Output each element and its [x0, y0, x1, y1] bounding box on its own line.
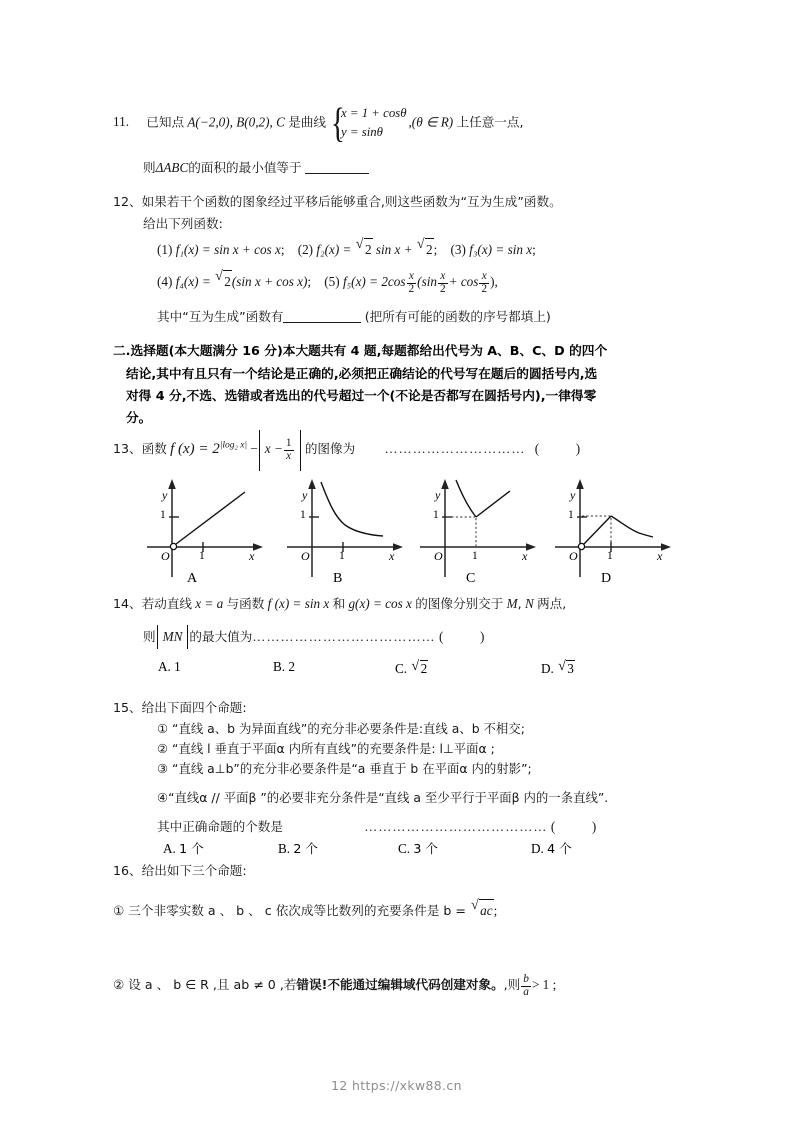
graph-a-origin-label: O	[161, 548, 170, 563]
graph-d-y-tick-label: 1	[568, 508, 574, 521]
radical-sign-icon: √	[215, 268, 223, 284]
answer-blank-11[interactable]	[305, 160, 369, 174]
question-15-choice-b-key: B.	[278, 840, 291, 856]
question-11-comma: ,	[269, 114, 273, 130]
question-11-text-c: 上任意一点,	[456, 114, 524, 130]
question-11-eq-top: x = 1 + cosθ	[341, 106, 407, 120]
question-11-text-b: 是曲线	[288, 114, 326, 130]
page-content	[113, 99, 693, 999]
graph-c-x-axis-label: x	[522, 548, 528, 563]
question-12-stem: 如果若干个函数的图象经过平移后能够重合,则这些函数为“互为生成”函数。	[141, 194, 562, 210]
graph-d-origin-label: O	[569, 548, 578, 563]
question-13-stem-a: 函数	[141, 440, 167, 456]
question-14-point-m: M	[506, 595, 518, 611]
question-15-choice-d-value: 4 个	[547, 840, 572, 856]
q12-f2-end: ;	[433, 241, 438, 257]
page-footer: 12 https://xkw88.cn	[331, 1078, 462, 1093]
q12-f1-end: ;	[280, 241, 285, 257]
question-14-stem-b: 与函数	[226, 595, 265, 611]
question-12-functions-row2	[113, 269, 693, 296]
q12-f4-label: (4)	[157, 274, 173, 290]
question-12-stem2-line	[113, 213, 693, 234]
q12-f5-frac-3-den: 2	[481, 283, 488, 296]
question-15-number: 15、	[113, 700, 142, 716]
question-14-choice-c-key: C.	[395, 661, 408, 677]
question-15	[113, 697, 693, 718]
q12-f3-label: (3)	[450, 241, 466, 257]
question-15-choice-d-key: D.	[531, 840, 544, 856]
question-12-answer-prefix: 其中“互为生成”函数有	[157, 309, 284, 325]
question-14-stem-c: 和	[332, 595, 346, 611]
answer-blank-12[interactable]	[283, 309, 361, 323]
graph-b-origin-label: O	[301, 548, 310, 563]
question-13-number: 13、	[113, 440, 142, 456]
q12-f5-frac-3-num: x	[481, 270, 487, 283]
question-14	[113, 593, 693, 614]
question-15-prop-1: ① “直线 a、b 为异面直线”的充分非必要条件是:直线 a、b 不相交;	[157, 720, 525, 736]
question-13-f-pre: f (x) = 2	[170, 440, 220, 457]
question-11-point-b: B(0,2)	[236, 114, 270, 130]
question-13-exponent: |log₂ x|	[219, 440, 248, 451]
question-14-choice-d-radical	[558, 659, 575, 677]
question-11-triangle: ΔABC	[155, 159, 189, 175]
q12-f4-end: ;	[307, 274, 312, 290]
question-14-choice-a[interactable]	[158, 659, 181, 675]
question-14-choices	[113, 659, 693, 689]
graph-d-x-tick-label: 1	[607, 549, 613, 562]
question-15-choice-c-value: 3 个	[413, 840, 439, 856]
graph-b-x-tick-label: 1	[339, 549, 345, 562]
graph-b-x-axis-label: x	[389, 548, 395, 563]
question-14-paren-open: (	[438, 629, 444, 645]
q12-f4-post: (sin x + cos x)	[231, 274, 308, 290]
question-14-choice-a-key: A.	[158, 659, 171, 675]
question-13-graph-options	[113, 469, 693, 587]
question-15-paren-close: )	[591, 819, 597, 835]
question-13-frac-den: x	[284, 450, 294, 463]
question-14-choice-b[interactable]	[273, 659, 295, 675]
question-15-choice-d[interactable]	[531, 838, 572, 857]
question-16-stem: 给出如下三个命题:	[141, 862, 247, 878]
question-15-choice-a[interactable]	[163, 838, 204, 857]
graph-c-y-axis-label: y	[435, 487, 441, 502]
q12-f2-pre: f₂(x) =	[316, 241, 355, 257]
radical-sign-icon: √	[470, 897, 479, 913]
q12-f2-radical-1	[356, 237, 373, 260]
q12-f5-frac-1-den: 2	[408, 283, 415, 296]
question-13-stem-b: 的图像为	[304, 440, 356, 456]
question-14-choice-c[interactable]	[395, 659, 428, 677]
question-16	[113, 860, 693, 881]
question-13-fraction	[284, 438, 294, 463]
question-16-prop-1-radical	[471, 898, 494, 921]
graph-c-svg	[418, 469, 538, 587]
q12-f3-end: ;	[532, 241, 536, 257]
question-15-choice-a-value: 1 个	[179, 840, 204, 856]
graph-option-b[interactable]	[285, 469, 405, 587]
question-14-choice-b-value: 2	[288, 659, 295, 675]
question-15-choice-c[interactable]	[398, 838, 438, 857]
question-14-choice-a-value: 1	[174, 659, 181, 675]
question-11-line2-prefix: 则	[143, 159, 156, 175]
question-13-leader: …………………………	[384, 440, 526, 456]
question-16-number: 16、	[113, 862, 142, 878]
question-11-point-c: C	[276, 114, 285, 130]
graph-c-label: C	[466, 570, 476, 586]
question-11-number: 11.	[113, 114, 129, 130]
graph-b-y-tick-label: 1	[300, 508, 306, 521]
radical-sign-icon: √	[355, 236, 364, 252]
question-14-choice-d-key: D.	[541, 661, 554, 677]
question-16-prop-2-error: 错误!不能通过编辑域代码创建对象。	[296, 977, 504, 993]
question-12-stem2: 给出下列函数:	[143, 215, 223, 231]
q12-f1: f₁(x) = sin x + cos x	[175, 241, 281, 257]
q12-f2-radicand-2: 2	[425, 238, 434, 260]
question-16-prop-2-frac-num: b	[523, 973, 529, 986]
q12-f5-label: (5)	[324, 274, 340, 290]
question-13-abs-x: x −	[264, 440, 283, 456]
curly-brace-icon: {	[330, 99, 345, 146]
question-12-answer-line	[113, 306, 693, 327]
q12-f2-radical-2	[417, 237, 434, 260]
section-2-line-4: 分。	[126, 409, 152, 425]
question-14-stem-a: 若动直线	[141, 595, 192, 611]
q12-f5-pre: f₅(x) = 2cos	[342, 274, 406, 290]
graph-option-d[interactable]	[553, 469, 673, 587]
question-14-choice-c-value: 2	[420, 661, 428, 677]
question-15-choices	[113, 838, 693, 860]
question-14-f-eq: f (x) = sin x	[267, 595, 330, 611]
graph-a-svg	[145, 469, 265, 587]
question-12	[113, 191, 693, 212]
graph-b-svg	[285, 469, 405, 587]
question-13-minus: −	[250, 440, 258, 456]
q12-f5-end: ),	[490, 274, 498, 290]
question-15-leader: …………………………………	[364, 819, 548, 835]
question-11-line2	[113, 157, 693, 178]
question-14-choice-c-radical	[411, 659, 428, 677]
question-12-answer-note: (把所有可能的函数的序号都填上)	[364, 309, 551, 325]
question-16-prop-1-text: ① 三个非零实数 a 、 b 、 c 依次成等比数列的充要条件是 b =	[113, 902, 470, 918]
q12-f4-pre: f₄(x) =	[175, 274, 215, 290]
q12-f5-frac-2-num: x	[440, 270, 446, 283]
question-16-prop-2-fraction	[521, 974, 531, 999]
question-15-choice-b[interactable]	[278, 838, 318, 857]
radical-sign-icon: √	[558, 659, 566, 675]
question-11-point-a: A(−2,0),	[187, 114, 233, 130]
graph-a-x-tick-label: 1	[199, 549, 205, 562]
question-12-number: 12、	[113, 194, 142, 210]
graph-d-y-axis-label: y	[570, 487, 576, 502]
question-12-functions-row1	[113, 237, 693, 260]
graph-b-y-axis-label: y	[302, 487, 308, 502]
q12-f2-mid: sin x +	[372, 241, 416, 257]
graph-d-x-axis-label: x	[657, 548, 663, 563]
answer-box-15[interactable]	[559, 821, 589, 834]
question-14-choice-d[interactable]	[541, 659, 575, 677]
question-16-prop-2	[113, 974, 693, 999]
q12-f3: f₃(x) = sin x	[469, 241, 533, 257]
question-14-mn-abs	[156, 626, 190, 647]
graph-a-y-axis-label: y	[162, 487, 168, 502]
q12-f5-mid: (sin	[417, 274, 437, 290]
question-14-stem-e: 两点,	[537, 595, 567, 611]
radical-sign-icon: √	[416, 236, 425, 252]
graph-a-y-tick-label: 1	[160, 508, 166, 521]
graph-b-label: B	[333, 570, 343, 586]
question-15-question: 其中正确命题的个数是	[157, 819, 283, 835]
q12-f5-frac-3	[479, 271, 489, 296]
graph-c-origin-label: O	[434, 548, 443, 563]
radical-sign-icon: √	[411, 659, 420, 675]
question-14-g-eq: g(x) = cos x	[348, 595, 412, 611]
question-11-line2-suffix: 的面积的最小值等于	[188, 159, 302, 175]
question-16-prop-2-mid: ,则	[503, 977, 521, 993]
question-13	[113, 438, 693, 463]
graph-option-c[interactable]	[418, 469, 538, 587]
question-15-prop-2: ② “直线 l 垂直于平面α 内所有直线”的充要条件是: l⊥平面α ;	[157, 740, 495, 756]
graph-a-x-axis-label: x	[249, 548, 255, 563]
q12-f5-frac-2	[438, 271, 448, 296]
question-14-leader: …………………………………	[252, 629, 436, 645]
question-14-number: 14、	[113, 595, 142, 611]
question-11	[113, 99, 693, 146]
question-16-prop-1	[113, 898, 693, 921]
section-2-line-1: 二.选择题(本大题满分 16 分)本大题共有 4 题,每题都给出代号为 A、B、C、D 的四个	[113, 343, 608, 359]
question-13-paren-open: (	[534, 440, 540, 456]
section-2-heading	[113, 340, 693, 428]
graph-c-y-tick-label: 1	[433, 508, 439, 521]
question-14-line-eq: x = a	[195, 595, 224, 611]
question-11-domain: ,(θ ∈ R)	[408, 114, 454, 130]
question-11-system	[328, 99, 407, 146]
question-15-stem: 给出下面四个命题:	[141, 700, 247, 716]
q12-f4-radical	[215, 269, 232, 292]
q12-f5-frac-2-den: 2	[439, 283, 446, 296]
section-2-line-3: 对得 4 分,不选、选错或者选出的代号超过一个(不论是否都写在圆括号内),一律得零	[126, 387, 597, 403]
question-14-mn: MN	[162, 629, 183, 645]
graph-d-svg	[553, 469, 673, 587]
question-14-choice-b-key: B.	[273, 659, 286, 675]
graph-d-label: D	[601, 570, 612, 586]
question-14-point-n: N	[524, 595, 534, 611]
question-15-prop-3: ③ “直线 a⊥b”的充分非必要条件是“a 垂直于 b 在平面α 内的射影”;	[157, 761, 532, 777]
question-15-choice-c-key: C.	[398, 840, 411, 856]
question-16-prop-1-end: ;	[493, 902, 498, 918]
graph-option-a[interactable]	[145, 469, 265, 587]
answer-box-14[interactable]	[447, 630, 477, 643]
question-16-prop-2-end: > 1 ;	[531, 977, 557, 993]
question-15-question-line	[113, 816, 693, 837]
question-13-abs-group	[258, 438, 302, 463]
q12-f4-radicand: 2	[223, 270, 232, 292]
question-16-prop-1-radicand: ac	[479, 899, 493, 921]
question-15-prop-4: ④“直线α // 平面β ”的必要非充分条件是“直线 a 至少平行于平面β 内的一条直线”.	[157, 790, 609, 806]
question-15-choice-b-value: 2 个	[293, 840, 319, 856]
graph-a-label: A	[187, 570, 198, 586]
question-11-eq-bottom: y = sinθ	[341, 125, 383, 140]
section-2-line-2: 结论,其中有且只有一个结论是正确的,必须把正确结论的代号写在题后的圆括号内,选	[126, 365, 598, 381]
question-15-choice-a-key: A.	[163, 840, 176, 856]
graph-c-x-tick-label: 1	[472, 549, 478, 562]
question-13-frac-num: 1	[285, 436, 292, 449]
question-13-paren-close: )	[575, 440, 581, 456]
question-15-paren-open: (	[550, 819, 556, 835]
q12-f5-frac-1-num: x	[408, 270, 414, 283]
q12-f2-label: (2)	[297, 241, 314, 257]
question-14-choice-d-value: 3	[567, 661, 574, 677]
question-14-paren-close: )	[479, 629, 485, 645]
q12-f1-label: (1)	[157, 241, 173, 257]
question-16-prop-2-frac-den: a	[523, 986, 529, 999]
question-16-prop-2-pre: ② 设 a 、 b ∈ R ,且 ab ≠ 0 ,若	[113, 977, 297, 993]
q12-f2-radicand-1: 2	[364, 238, 373, 260]
question-14-stem-d: 的图像分别交于	[415, 595, 504, 611]
question-14-line2-prefix: 则	[143, 629, 156, 645]
question-14-line2	[113, 626, 693, 647]
answer-box-13[interactable]	[543, 442, 573, 455]
q12-f5-plus: + cos	[448, 274, 479, 290]
question-14-comma: ,	[517, 595, 522, 611]
q12-f5-frac-1	[407, 271, 417, 296]
question-14-line2-suffix: 的最大值为	[189, 629, 253, 645]
question-11-text-a: 已知点	[146, 114, 185, 130]
